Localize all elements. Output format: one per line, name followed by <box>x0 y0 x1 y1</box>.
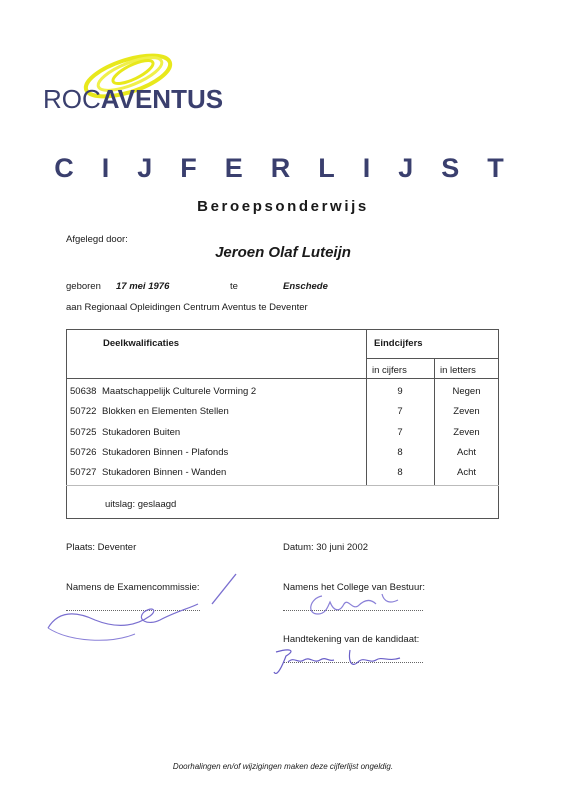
college-label: Namens het College van Bestuur: <box>283 582 426 593</box>
row-code: 50725 <box>70 427 97 438</box>
row-digits: 7 <box>397 427 403 438</box>
table-row <box>66 467 499 481</box>
col-letters: in letters <box>440 365 476 376</box>
candidate-name: Jeroen Olaf Luteijn <box>215 244 351 261</box>
candidate-signature-label: Handtekening van de kandidaat: <box>283 634 420 645</box>
logo-aventus: AVENTUS <box>100 84 224 114</box>
logo <box>43 84 223 115</box>
birth-date: 17 mei 1976 <box>116 281 170 292</box>
col-grades: Eindcijfers <box>374 338 423 349</box>
row-digits: 8 <box>397 447 403 458</box>
row-name: Blokken en Elementen Stellen <box>102 406 229 417</box>
table-row <box>66 427 499 441</box>
row-name: Maatschappelijk Culturele Vorming 2 <box>102 386 257 397</box>
row-digits: 8 <box>397 467 403 478</box>
col-digits: in cijfers <box>372 365 407 376</box>
row-name: Stukadoren Buiten <box>102 427 181 438</box>
row-letters: Zeven <box>453 406 480 417</box>
exam-committee-label: Namens de Examencommissie: <box>66 582 200 593</box>
row-digits: 9 <box>397 386 403 397</box>
row-letters: Acht <box>456 447 476 458</box>
result-text: uitslag: geslaagd <box>105 499 177 510</box>
exam-signature <box>40 568 245 648</box>
row-letters: Negen <box>452 386 481 397</box>
row-name: Stukadoren Binnen - Plafonds <box>102 447 229 458</box>
table-row <box>66 406 499 420</box>
table-row <box>66 447 499 461</box>
row-code: 50722 <box>70 406 97 417</box>
document-title: CIJFERLIJST <box>54 153 532 183</box>
birth-place: Enschede <box>283 281 328 292</box>
candidate-signature <box>270 642 420 680</box>
table-divider-main <box>366 329 367 379</box>
geboren-label: geboren <box>66 281 101 292</box>
col-qualifications: Deelkwalificaties <box>103 338 180 349</box>
table-row <box>66 386 499 400</box>
row-name: Stukadoren Binnen - Wanden <box>102 467 227 478</box>
row-code: 50727 <box>70 467 97 478</box>
institution-line: aan Regionaal Opleidingen Centrum Aventus te Deventer <box>66 302 308 313</box>
row-digits: 7 <box>397 406 403 417</box>
table-divider-sub <box>366 358 499 359</box>
table-result-line <box>66 485 499 486</box>
te-label: te <box>230 281 238 292</box>
row-code: 50638 <box>70 386 97 397</box>
row-letters: Zeven <box>453 427 480 438</box>
logo-roc: ROC <box>43 84 101 114</box>
row-letters: Acht <box>456 467 476 478</box>
college-signature <box>300 588 410 622</box>
document-subtitle: Beroepsonderwijs <box>197 198 369 215</box>
footer-note: Doorhalingen en/of wijzigingen maken deze cijferlijst ongeldig. <box>172 762 394 771</box>
afgelegd-label: Afgelegd door: <box>66 234 128 245</box>
datum: Datum: 30 juni 2002 <box>283 542 369 553</box>
row-code: 50726 <box>70 447 97 458</box>
table-header-line <box>66 378 499 379</box>
plaats: Plaats: Deventer <box>66 542 137 553</box>
